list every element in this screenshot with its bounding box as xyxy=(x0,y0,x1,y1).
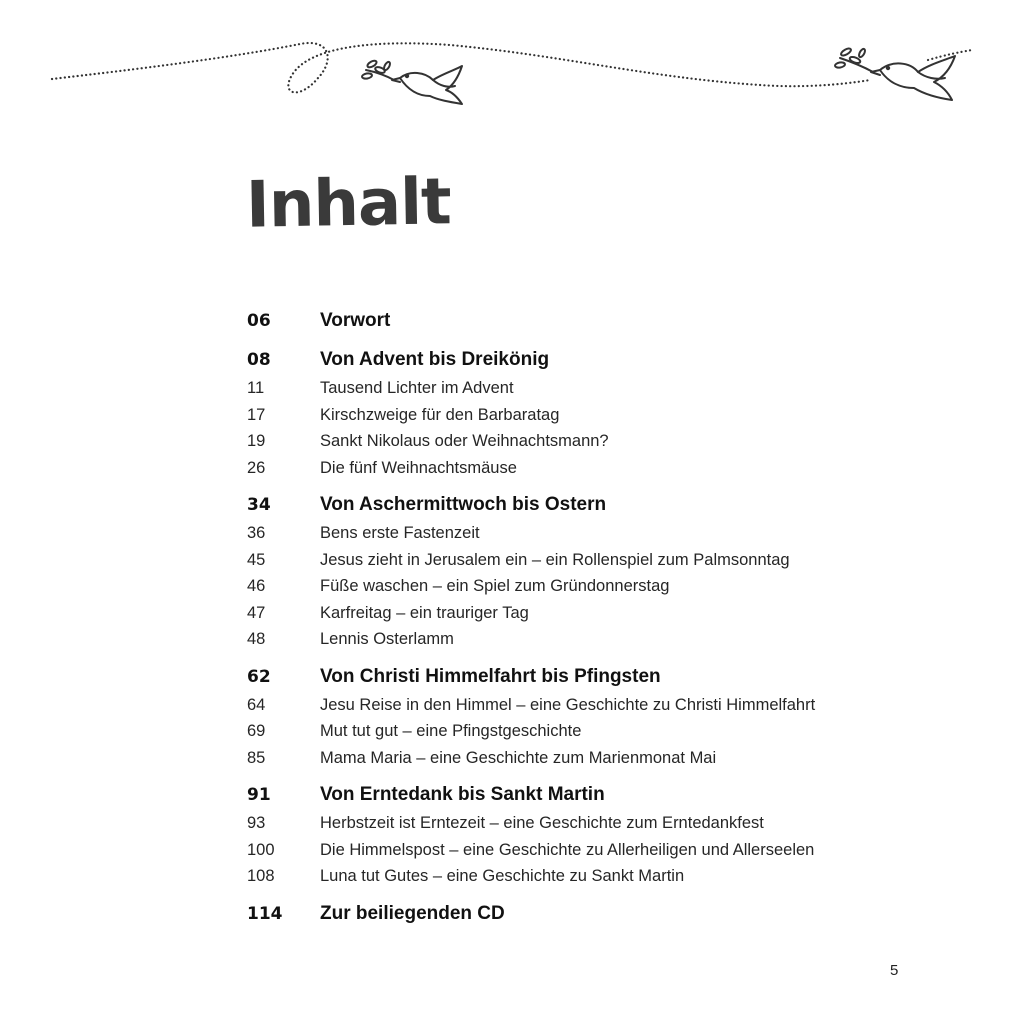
entry-page-number: 45 xyxy=(247,550,266,569)
toc-section xyxy=(247,784,927,894)
toc-entry-row[interactable] xyxy=(247,630,927,657)
toc-entry-row[interactable] xyxy=(247,524,927,551)
toc-entry-row[interactable] xyxy=(247,577,927,604)
entry-title: Mut tut gut – eine Pfingstgeschichte xyxy=(320,722,582,740)
chapter-title: Zur beiliegenden CD xyxy=(320,902,505,924)
entry-title: Lennis Osterlamm xyxy=(320,630,454,648)
entry-page-number: 11 xyxy=(247,379,265,397)
toc-entry-row[interactable] xyxy=(247,867,927,894)
entry-title: Jesu Reise in den Himmel – eine Geschichte zu Christi Himmelfahrt xyxy=(320,695,816,714)
entry-title: Mama Maria – eine Geschichte zum Marienmonat Mai xyxy=(320,748,717,767)
entry-page-number: 48 xyxy=(247,630,266,648)
chapter-page-number: 34 xyxy=(247,495,271,515)
toc-section xyxy=(247,903,927,933)
toc-entry-row[interactable] xyxy=(247,604,927,631)
chapter-title: Von Aschermittwoch bis Ostern xyxy=(320,494,607,515)
page-number: 5 xyxy=(890,962,899,979)
entry-title: Sankt Nikolaus oder Weihnachtsmann? xyxy=(320,432,609,450)
dove-icon-right xyxy=(835,47,955,100)
chapter-title: Von Christi Himmelfahrt bis Pfingsten xyxy=(320,665,661,687)
toc-entry-row[interactable] xyxy=(247,379,927,406)
toc-chapter-row[interactable] xyxy=(247,494,927,524)
entry-page-number: 69 xyxy=(247,722,266,740)
toc-entry-row[interactable] xyxy=(247,749,927,776)
dove-icon-left xyxy=(362,59,462,104)
entry-title: Tausend Lichter im Advent xyxy=(320,379,514,397)
toc-entry-row[interactable] xyxy=(247,459,927,486)
entry-title: Füße waschen – ein Spiel zum Gründonnerstag xyxy=(320,577,670,595)
toc-entry-row[interactable] xyxy=(247,696,927,723)
chapter-page-number: 06 xyxy=(247,311,271,331)
dotted-line-decoration xyxy=(0,0,1024,130)
toc-section xyxy=(247,349,927,485)
toc-entry-row[interactable] xyxy=(247,722,927,749)
toc-entry-row[interactable] xyxy=(247,432,927,459)
entry-page-number: 46 xyxy=(247,577,266,595)
entry-page-number: 93 xyxy=(247,814,266,832)
page-title: Inhalt xyxy=(245,165,452,243)
entry-page-number: 36 xyxy=(247,524,266,542)
entry-page-number: 17 xyxy=(247,405,266,424)
chapter-page-number: 62 xyxy=(247,666,271,687)
entry-page-number: 26 xyxy=(247,458,266,477)
toc-entry-row[interactable] xyxy=(247,814,927,841)
entry-page-number: 47 xyxy=(247,603,266,622)
toc-chapter-row[interactable] xyxy=(247,784,927,814)
toc-entry-row[interactable] xyxy=(247,406,927,433)
chapter-title: Von Advent bis Dreikönig xyxy=(320,349,550,370)
chapter-page-number: 08 xyxy=(247,350,271,370)
chapter-page-number: 114 xyxy=(247,903,283,924)
entry-page-number: 100 xyxy=(247,840,275,859)
entry-title: Die Himmelspost – eine Geschichte zu Allerheiligen und Allerseelen xyxy=(320,840,815,859)
entry-page-number: 108 xyxy=(247,867,275,885)
entry-title: Bens erste Fastenzeit xyxy=(320,524,480,542)
toc-entry-row[interactable] xyxy=(247,841,927,868)
entry-title: Luna tut Gutes – eine Geschichte zu Sankt Martin xyxy=(320,867,685,885)
toc-chapter-row[interactable] xyxy=(247,666,927,696)
toc-chapter-row[interactable] xyxy=(247,903,927,933)
entry-title: Herbstzeit ist Erntezeit – eine Geschichte zum Erntedankfest xyxy=(320,814,764,832)
toc-chapter-row[interactable] xyxy=(247,310,927,340)
table-of-contents xyxy=(247,310,927,942)
chapter-title: Vorwort xyxy=(320,310,391,331)
toc-section xyxy=(247,310,927,340)
entry-page-number: 19 xyxy=(247,432,266,450)
entry-title: Kirschzweige für den Barbaratag xyxy=(320,405,560,424)
toc-entry-row[interactable] xyxy=(247,551,927,578)
entry-title: Jesus zieht in Jerusalem ein – ein Rollenspiel zum Palmsonntag xyxy=(320,550,790,569)
toc-chapter-row[interactable] xyxy=(247,349,927,379)
entry-page-number: 85 xyxy=(247,748,266,767)
chapter-page-number: 91 xyxy=(247,785,271,805)
entry-page-number: 64 xyxy=(247,695,266,714)
chapter-title: Von Erntedank bis Sankt Martin xyxy=(320,784,605,805)
entry-title: Karfreitag – ein trauriger Tag xyxy=(320,603,529,622)
toc-section xyxy=(247,666,927,776)
entry-title: Die fünf Weihnachtsmäuse xyxy=(320,458,517,477)
toc-section xyxy=(247,494,927,657)
